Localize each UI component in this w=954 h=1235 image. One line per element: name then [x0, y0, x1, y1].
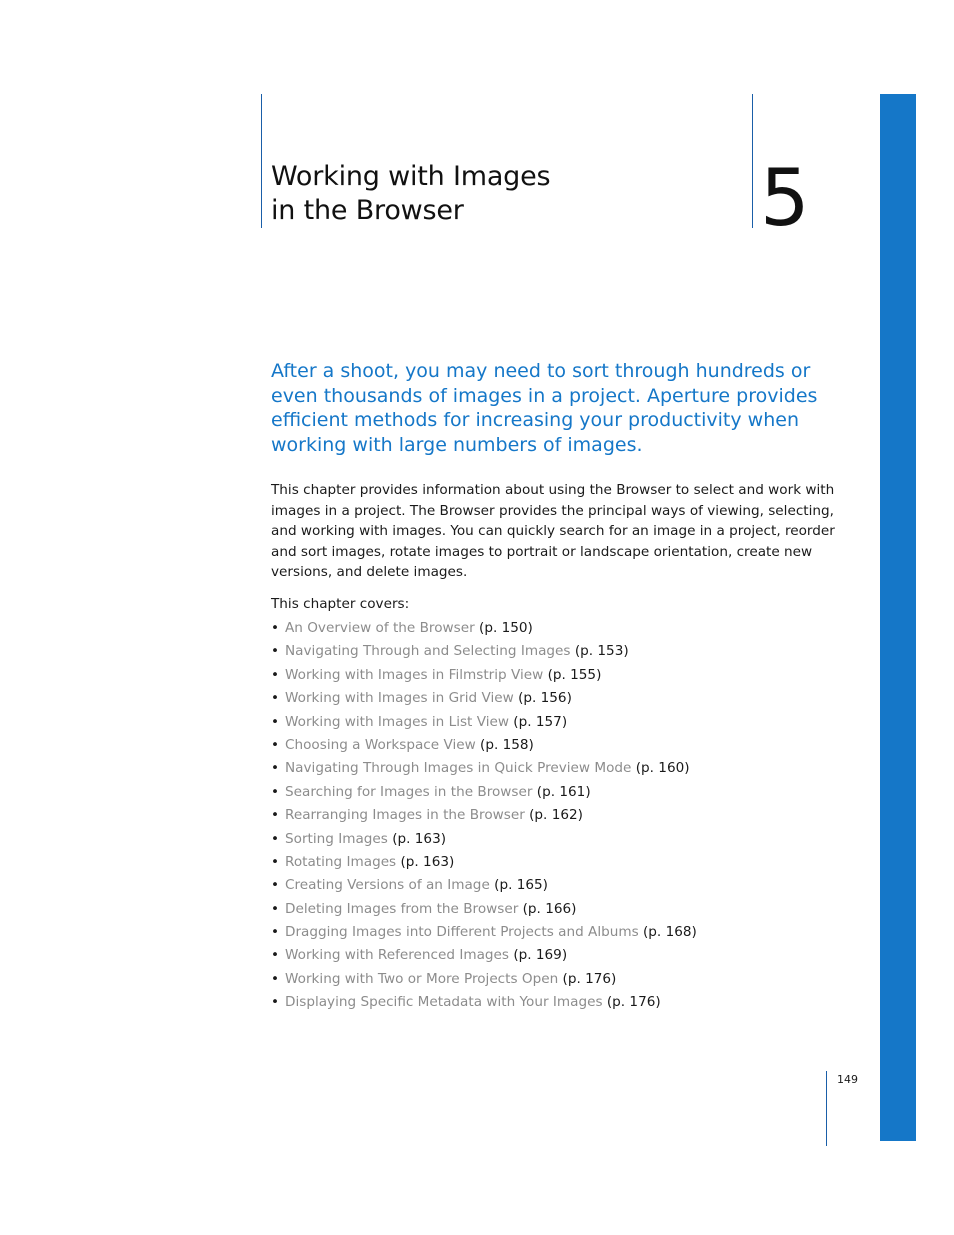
bullet-icon: • [271, 666, 280, 683]
toc-link[interactable]: Rotating Images [285, 853, 397, 870]
toc-item [271, 687, 697, 710]
toc-item [271, 851, 697, 874]
chapter-title-line-1: Working with Images [271, 161, 551, 192]
toc-page-ref: (p. 162) [529, 807, 583, 824]
bullet-icon: • [271, 643, 280, 660]
toc-page-ref: (p. 157) [513, 713, 568, 730]
toc-page-ref: (p. 166) [522, 900, 577, 917]
bullet-icon: • [271, 713, 280, 730]
toc-item [271, 828, 697, 851]
toc-item [271, 617, 697, 640]
chapter-title [271, 160, 550, 228]
body-paragraph [271, 480, 835, 583]
toc-page-ref: (p. 169) [513, 947, 568, 964]
chapter-number: 5 [760, 154, 810, 244]
toc-item [271, 991, 697, 1014]
toc-link[interactable]: Working with Two or More Projects Open [285, 970, 559, 987]
bullet-icon: • [271, 690, 280, 707]
toc-link[interactable]: Navigating Through and Selecting Images [285, 643, 571, 660]
toc-page-ref: (p. 161) [536, 783, 591, 800]
body-line: and working with images. You can quickly search for an image in a project, reorder [271, 523, 835, 539]
body-line: images in a project. The Browser provides the principal ways of viewing, selecting, [271, 502, 834, 519]
toc-item [271, 898, 697, 921]
bullet-icon: • [271, 853, 280, 870]
toc-page-ref: (p. 156) [518, 690, 572, 707]
toc-item [271, 664, 697, 687]
toc-item [271, 757, 697, 780]
toc-link[interactable]: Searching for Images in the Browser [285, 783, 533, 800]
toc-link[interactable]: Rearranging Images in the Browser [285, 807, 525, 824]
toc-page-ref: (p. 168) [643, 924, 697, 941]
toc-link[interactable]: Deleting Images from the Browser [285, 900, 519, 917]
folio-rule [826, 1071, 827, 1146]
title-rule-left [261, 94, 262, 228]
toc-item [271, 734, 697, 757]
toc-page-ref: (p. 158) [480, 736, 534, 753]
body-line: and sort images, rotate images to portrait or landscape orientation, create new [271, 543, 813, 560]
toc-page-ref: (p. 163) [392, 830, 447, 847]
bullet-icon: • [271, 994, 280, 1011]
toc-link[interactable]: Sorting Images [285, 830, 388, 847]
bullet-icon: • [271, 900, 280, 917]
chapter-contents-list [271, 617, 697, 1015]
chapter-title-line-2: in the Browser [271, 195, 464, 226]
toc-link[interactable]: Working with Images in Grid View [285, 690, 514, 707]
toc-item [271, 944, 697, 967]
toc-page-ref: (p. 176) [606, 994, 661, 1011]
body-line: This chapter provides information about using the Browser to select and work with [271, 482, 835, 498]
bullet-icon: • [271, 760, 280, 777]
bullet-icon: • [271, 783, 280, 800]
toc-link[interactable]: Displaying Specific Metadata with Your Images [285, 994, 603, 1011]
toc-link[interactable]: Dragging Images into Different Projects and Albums [285, 924, 639, 941]
toc-item [271, 968, 697, 991]
toc-link[interactable]: Working with Referenced Images [285, 947, 509, 964]
toc-link[interactable]: Working with Images in List View [285, 713, 509, 730]
toc-page-ref: (p. 155) [547, 666, 602, 683]
body-line: versions, and delete images. [271, 564, 468, 580]
title-rule-right [752, 94, 753, 228]
bullet-icon: • [271, 830, 280, 847]
toc-link[interactable]: Working with Images in Filmstrip View [285, 666, 544, 683]
toc-link[interactable]: Navigating Through Images in Quick Preview Mode [285, 760, 632, 777]
toc-page-ref: (p. 165) [494, 877, 548, 894]
toc-page-ref: (p. 153) [574, 643, 629, 660]
toc-item [271, 711, 697, 734]
bullet-icon: • [271, 807, 280, 824]
toc-link[interactable]: Choosing a Workspace View [285, 736, 476, 753]
bullet-icon: • [271, 877, 280, 894]
toc-page-ref: (p. 176) [562, 970, 617, 987]
chapter-covers-label: This chapter covers: [271, 596, 410, 612]
bullet-icon: • [271, 947, 280, 964]
toc-item [271, 781, 697, 804]
toc-item [271, 921, 697, 944]
toc-link[interactable]: An Overview of the Browser [285, 620, 475, 636]
bullet-icon: • [271, 736, 280, 753]
intro-line: efficient methods for increasing your productivity when [271, 409, 799, 432]
intro-line: even thousands of images in a project. Aperture provides [271, 384, 818, 407]
bullet-icon: • [271, 620, 280, 636]
toc-item [271, 640, 697, 663]
bullet-icon: • [271, 970, 280, 987]
toc-link[interactable]: Creating Versions of an Image [285, 877, 490, 894]
chapter-intro [271, 359, 818, 458]
chapter-side-tab [880, 94, 916, 1141]
bullet-icon: • [271, 924, 280, 941]
intro-line: After a shoot, you may need to sort through hundreds or [271, 360, 811, 382]
toc-item [271, 874, 697, 897]
toc-page-ref: (p. 163) [400, 853, 455, 870]
intro-line: working with large numbers of images. [271, 434, 643, 457]
page-number: 149 [837, 1073, 858, 1086]
toc-page-ref: (p. 150) [479, 620, 533, 636]
toc-item [271, 804, 697, 827]
toc-page-ref: (p. 160) [635, 760, 690, 777]
